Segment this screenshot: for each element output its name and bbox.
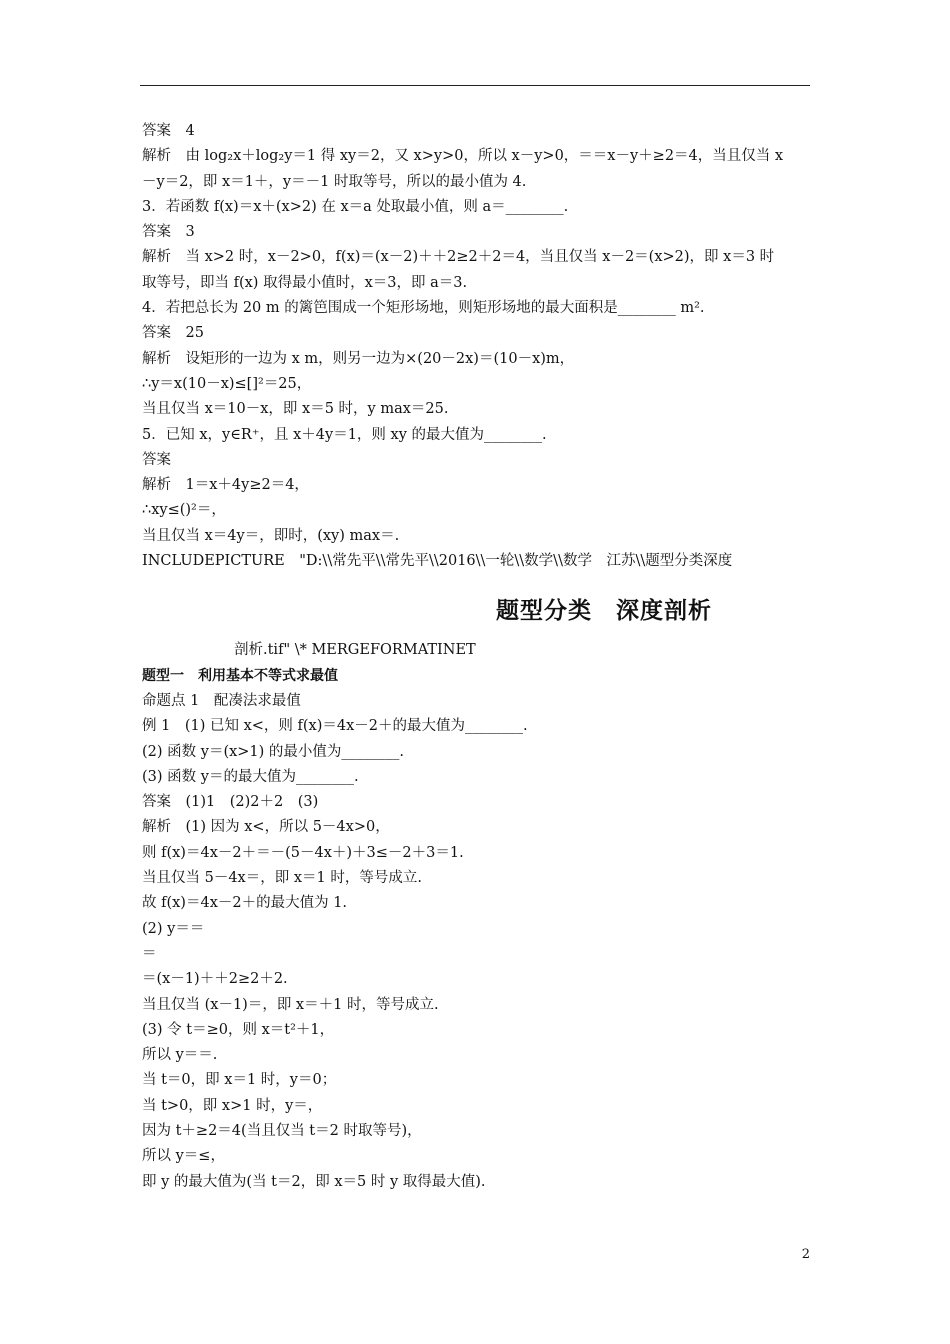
header-rule [140,85,810,86]
text-line: 3．若函数 f(x)＝x＋(x>2) 在 x＝a 处取最小值，则 a＝________. [142,198,569,215]
text-line: ＝ [142,945,157,962]
text-line: 解析 (1) 因为 x<，所以 5－4x>0， [142,819,390,836]
section-title: 题型一 利用基本不等式求最值 [142,667,338,684]
text-line: 当且仅当 (x－1)＝，即 x＝＋1 时，等号成立. [142,996,439,1013]
text-line: 例 1 (1) 已知 x<，则 f(x)＝4x－2＋的最大值为________. [142,718,528,735]
include-field-line: INCLUDEPICTURE "D:\\常先平\\常先平\\2016\\一轮\\数学\\数学 江苏\\题型分类深度 [142,553,733,570]
text-line: 当且仅当 x＝10－x，即 x＝5 时，y max＝25. [142,401,449,418]
text-line: 解析 1＝x＋4y≥2＝4， [142,477,309,494]
section-heading: 题型分类 深度剖析 [496,598,712,625]
text-line: 答案 (1)1 (2)2＋2 (3) [142,794,319,811]
text-line: 当且仅当 5－4x＝，即 x＝1 时，等号成立. [142,870,422,887]
text-line: ∴xy≤()²＝， [142,502,226,519]
include-field-tail: 剖析.tif" \* MERGEFORMATINET [234,642,476,659]
text-line: (3) 函数 y＝的最大值为________. [142,768,359,785]
text-line: 4．若把总长为 20 m 的篱笆围成一个矩形场地，则矩形场地的最大面积是________ m². [142,300,705,317]
document-body [142,119,822,1195]
text-line: (2) 函数 y＝(x>1) 的最小值为________. [142,743,405,760]
text-line: ∴y＝x(10－x)≤[]²＝25， [142,375,312,392]
text-line: 因为 t＋≥2＝4(当且仅当 t＝2 时取等号)， [142,1122,422,1139]
text-line: 取等号，即当 f(x) 取得最小值时，x＝3，即 a＝3. [142,274,468,291]
text-line: 解析 设矩形的一边为 x m，则另一边为×(20－2x)＝(10－x)m， [142,350,575,367]
text-line: 当且仅当 x＝4y＝，即时，(xy) max＝. [142,527,400,544]
text-line: 答案 3 [142,224,195,241]
text-line: －y＝2，即 x＝1＋，y＝－1 时取等号，所以的最小值为 4. [142,173,527,190]
text-line: 答案 [142,451,171,468]
text-line: 即 y 的最大值为(当 t＝2，即 x＝5 时 y 取得最大值). [142,1173,486,1190]
text-line: 答案 4 [142,123,195,139]
text-line: ＝(x－1)＋＋2≥2＋2. [142,971,288,988]
text-line: 命题点 1 配凑法求最值 [142,692,301,709]
text-line: 当 t>0，即 x>1 时，y＝， [142,1097,323,1114]
text-line: 当 t＝0，即 x＝1 时，y＝0； [142,1072,337,1089]
text-line: (3) 令 t＝≥0，则 x＝t²＋1， [142,1021,335,1038]
page-number: 2 [801,1247,810,1262]
text-line: 答案 25 [142,325,204,342]
text-line: 则 f(x)＝4x－2＋＝－(5－4x＋)＋3≤－2＋3＝1. [142,844,464,861]
text-line: 所以 y＝＝. [142,1047,218,1064]
text-line: 5．已知 x，y∈R⁺，且 x＋4y＝1，则 xy 的最大值为________. [142,426,547,443]
text-line: 所以 y＝≤， [142,1148,225,1165]
text-line: 故 f(x)＝4x－2＋的最大值为 1. [142,895,348,912]
text-line: 解析 当 x>2 时，x－2>0，f(x)＝(x－2)＋＋2≥2＋2＝4，当且仅当 x－2＝(x>2)，即 x＝3 时 [142,249,775,266]
text-line: 解析 由 log₂x＋log₂y＝1 得 xy＝2，又 x>y>0，所以 x－y>0，＝＝x－y＋≥2＝4，当且仅当 x [142,148,784,165]
text-line: (2) y＝＝ [142,920,205,937]
